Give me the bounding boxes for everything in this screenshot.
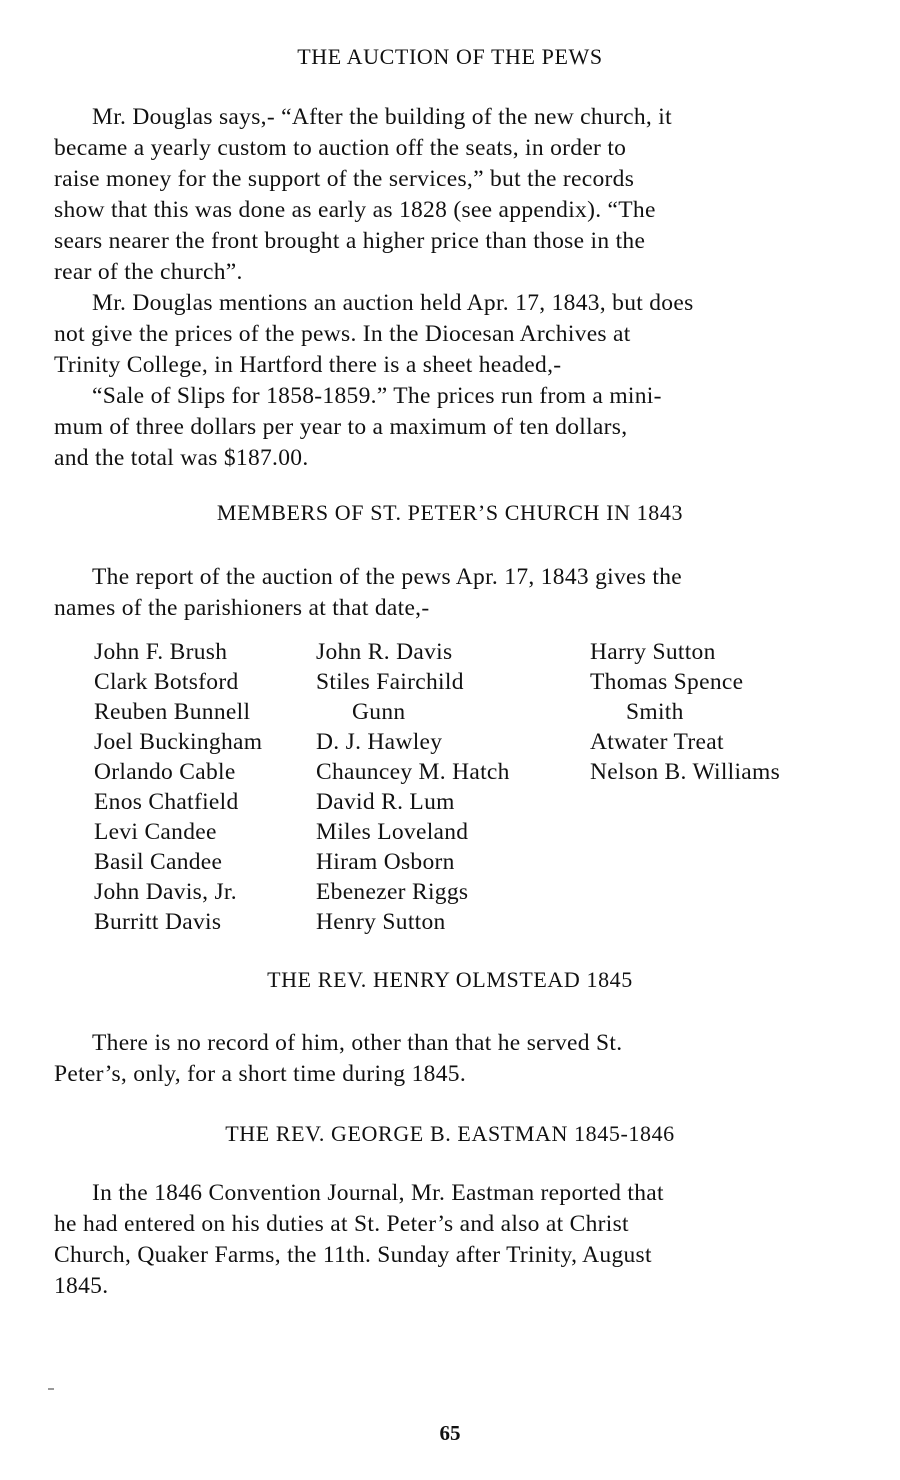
section-heading-olmstead: THE REV. HENRY OLMSTEAD 1845: [267, 967, 633, 992]
member-name: Smith: [626, 699, 684, 725]
member-name: D. J. Hawley: [316, 729, 443, 755]
text-line: became a yearly custom to auction off the seats, in order to: [54, 135, 627, 161]
text-line: There is no record of him, other than that he served St.: [92, 1030, 623, 1056]
page-number: 65: [439, 1421, 461, 1445]
member-name: Harry Sutton: [590, 639, 716, 665]
text-line: show that this was done as early as 1828 (see appendix). “The: [54, 197, 656, 223]
text-line: In the 1846 Convention Journal, Mr. Eastman reported that: [92, 1180, 664, 1206]
member-name: Burritt Davis: [94, 909, 222, 935]
text-line: Mr. Douglas mentions an auction held Apr. 17, 1843, but does: [92, 290, 694, 316]
member-name: Chauncey M. Hatch: [316, 759, 510, 785]
paragraph-members: [54, 562, 874, 624]
text-line: not give the prices of the pews. In the Diocesan Archives at: [54, 321, 631, 347]
member-name: Ebenezer Riggs: [316, 879, 469, 905]
text-line: he had entered on his duties at St. Peter’s and also at Christ: [54, 1211, 629, 1237]
text-line: The report of the auction of the pews Apr. 17, 1843 gives the: [92, 564, 682, 590]
scan-speck: [48, 1388, 54, 1390]
section-heading-eastman: THE REV. GEORGE B. EASTMAN 1845-1846: [225, 1121, 675, 1146]
text-line: Mr. Douglas says,- “After the building of the new church, it: [92, 104, 672, 130]
member-list-column-2: [316, 637, 510, 937]
paragraph-olmstead: [54, 1028, 874, 1090]
member-name: John Davis, Jr.: [94, 879, 237, 905]
text-line: Church, Quaker Farms, the 11th. Sunday after Trinity, August: [54, 1242, 652, 1268]
section-heading-members: MEMBERS OF ST. PETER’S CHURCH IN 1843: [216, 500, 684, 525]
member-name: John F. Brush: [94, 639, 228, 665]
member-list-column-3: [590, 637, 780, 787]
text-line: 1845.: [54, 1273, 109, 1299]
text-line: mum of three dollars per year to a maximum of ten dollars,: [54, 414, 628, 440]
member-name: David R. Lum: [316, 789, 455, 815]
section-heading-auction: THE AUCTION OF THE PEWS: [297, 44, 603, 69]
member-name: Joel Buckingham: [94, 729, 263, 755]
text-line: raise money for the support of the services,” but the records: [54, 166, 635, 192]
member-name: Stiles Fairchild: [316, 669, 464, 695]
member-name: Clark Botsford: [94, 669, 239, 695]
member-name: Atwater Treat: [590, 729, 724, 755]
member-name: Miles Loveland: [316, 819, 469, 845]
text-line: rear of the church”.: [54, 259, 243, 285]
paragraph-eastman: [54, 1178, 874, 1302]
text-line: and the total was $187.00.: [54, 445, 309, 471]
text-line: “Sale of Slips for 1858-1859.” The prices run from a mini-: [92, 383, 662, 409]
member-name: Gunn: [352, 699, 406, 725]
text-line: names of the parishioners at that date,-: [54, 595, 430, 621]
member-name: Nelson B. Williams: [590, 759, 781, 785]
member-list-column-1: [94, 637, 262, 937]
member-name: Orlando Cable: [94, 759, 236, 785]
member-name: Reuben Bunnell: [94, 699, 251, 725]
member-name: Thomas Spence: [590, 669, 744, 695]
member-name: Levi Candee: [94, 819, 217, 845]
member-name: Hiram Osborn: [316, 849, 455, 875]
member-name: Henry Sutton: [316, 909, 446, 935]
paragraph-auction: [54, 102, 874, 474]
text-line: Trinity College, in Hartford there is a sheet headed,-: [54, 352, 562, 378]
text-line: Peter’s, only, for a short time during 1845.: [54, 1061, 466, 1087]
member-name: Enos Chatfield: [94, 789, 239, 815]
member-name: John R. Davis: [316, 639, 453, 665]
member-name: Basil Candee: [94, 849, 223, 875]
text-line: sears nearer the front brought a higher price than those in the: [54, 228, 646, 254]
